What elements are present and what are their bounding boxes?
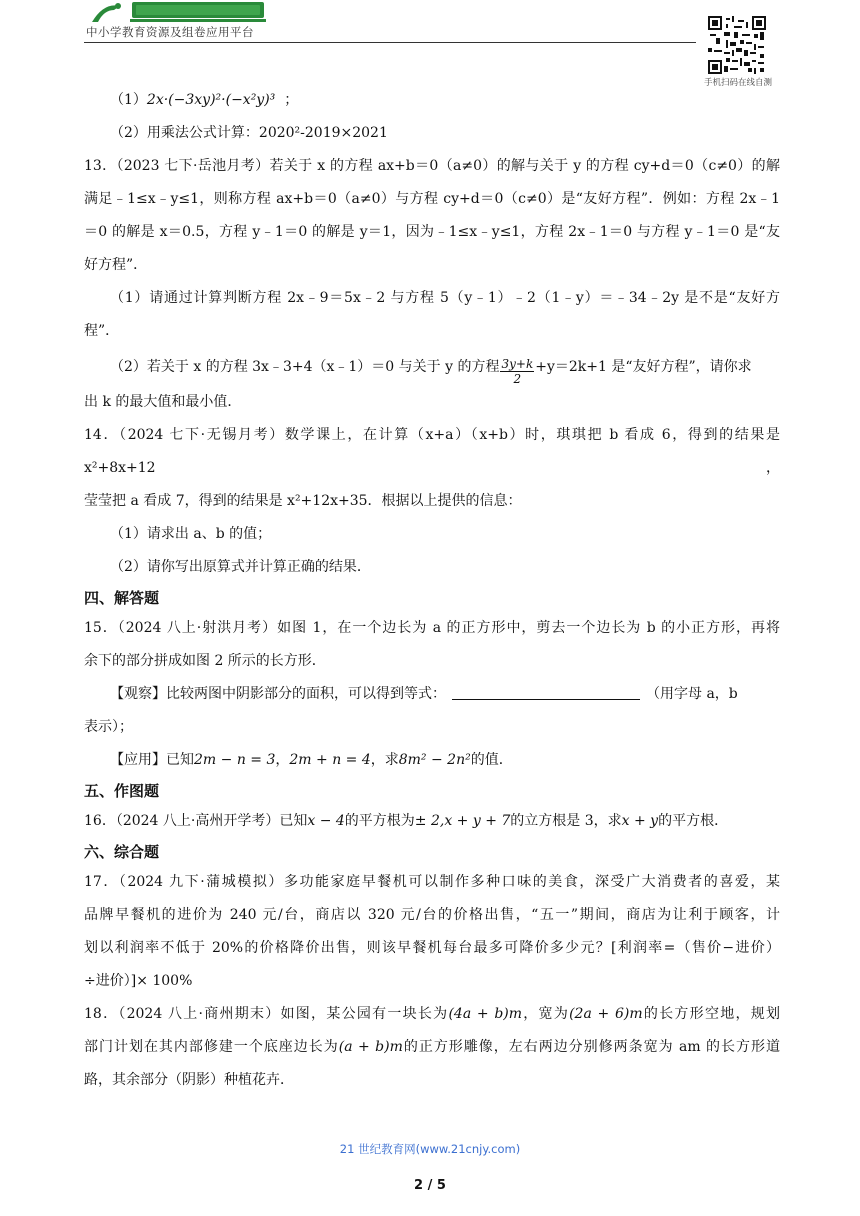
text: （用字母 a，b: [646, 686, 738, 702]
math-expression: ± 2,x + y + 7: [414, 813, 511, 829]
q13-line: 13．（2023 七下·岳池月考）若关于 x 的方程 ax+b＝0（a≠0）的解与关于 y 的方程 cy+d＝0（c≠0）的解: [84, 158, 780, 174]
section-heading: 六、综合题: [84, 843, 160, 861]
q12-part1: [84, 84, 780, 117]
q14-part1: （1）请求出 a、b 的值；: [110, 526, 272, 542]
q13-part1: （1）请通过计算判断方程 2x﹣9＝5x﹣2 与方程 5（y﹣1）﹣2（1﹣y）＝﹣34﹣2y 是不是“友好方: [110, 290, 780, 306]
q16-line: [84, 805, 780, 838]
text: 的平方根．: [658, 813, 729, 829]
q13-line: ＝0 的解是 x＝0.5，方程 y﹣1＝0 的解是 y＝1，因为﹣1≤x﹣y≤1，方程 2x﹣1＝0 与方程 y﹣1＝0 是“友: [84, 224, 780, 240]
math-expression: 2m + n = 4: [289, 752, 371, 768]
math-expression: (4a + b)m: [448, 1006, 523, 1022]
text: （2）若关于 x 的方程 3x﹣3+4（x﹣1）＝0 与关于 y 的方程: [110, 359, 500, 375]
header-rule: [84, 42, 696, 43]
math-expression: x − 4: [307, 813, 345, 829]
q15-observe: [84, 678, 780, 711]
math-expression: 2m − n = 3: [194, 752, 276, 768]
text: 16．（2024 八上·高州开学考）已知: [84, 813, 308, 829]
page-header: [84, 0, 784, 95]
q18-line: 路，其余部分（阴影）种植花卉．: [84, 1072, 294, 1088]
text: 部门计划在其内部修建一个底座边长为: [84, 1039, 339, 1055]
text: ；: [284, 92, 299, 108]
answer-blank[interactable]: [452, 685, 640, 700]
q14-part2: （2）请你写出原算式并计算正确的结果．: [110, 559, 371, 575]
q17-line: 17．（2024 九下·蒲城模拟）多功能家庭早餐机可以制作多种口味的美食，深受广大消费者的喜爱，某: [84, 874, 780, 890]
text: +y＝2k+1 是“友好方程”，请你求: [535, 359, 752, 375]
q13-part2-cont: 出 k 的最大值和最小值．: [84, 394, 242, 410]
q12-part2: （2）用乘法公式计算：2020²-2019×2021: [110, 125, 388, 141]
text: ，求: [370, 752, 399, 768]
q13-part1-cont: 程”．: [84, 323, 120, 339]
q15-line: 余下的部分拼成如图 2 所示的长方形．: [84, 653, 326, 669]
text: ，: [275, 752, 290, 768]
fraction: [500, 357, 534, 386]
math-expression: x + y: [621, 813, 659, 829]
qr-caption: 手机扫码在线自测: [703, 78, 772, 88]
q13-line: 满足﹣1≤x﹣y≤1，则称方程 ax+b＝0（a≠0）与方程 cy+d＝0（c≠0）是“友好方程”．例如：方程 2x﹣1: [84, 191, 780, 207]
math-expression: 8m² − 2n²: [398, 752, 471, 768]
q17-line: ÷进价）]× 100%: [84, 973, 193, 989]
text: 的值．: [470, 752, 513, 768]
text: 的长方形空地，规划: [642, 1006, 781, 1022]
q13-part2: [84, 348, 780, 386]
header-subtitle: 中小学教育资源及组卷应用平台: [86, 25, 254, 39]
text: 的平方根为: [344, 813, 415, 829]
text: 的正方形雕像，左右两边分别修两条宽为 am 的长方形道: [402, 1039, 780, 1055]
footer-site-link[interactable]: 21 世纪教育网(www.21cnjy.com): [339, 1142, 521, 1156]
q17-line: 品牌早餐机的进价为 240 元/台，商店以 320 元/台的价格出售，“五一”期间，商店为让利于顾客，计: [84, 907, 780, 923]
fraction-numerator: 3y+k: [501, 357, 534, 371]
page-number: 2 / 5: [414, 1178, 446, 1193]
math-expression: (2a + 6)m: [569, 1006, 643, 1022]
section-heading: 五、作图题: [84, 782, 160, 800]
q18-line: [84, 1031, 780, 1064]
qr-code-icon: [708, 16, 766, 74]
q13-line: 好方程”．: [84, 257, 148, 273]
q17-line: 划以利润率不低于 20%的价格降价出售，则该早餐机每台最多可降价多少元？[利润率=（售价−进价）: [84, 940, 780, 956]
q15-apply: [84, 744, 780, 777]
logo-icon: [84, 0, 274, 26]
text: 18．（2024 八上·商州期末）如图，某公园有一块长为: [84, 1006, 449, 1022]
text: 【观察】比较两图中阴影部分的面积，可以得到等式：: [110, 686, 446, 702]
q14-line: 莹莹把 a 看成 7，得到的结果是 x²+12x+35．根据以上提供的信息：: [84, 493, 522, 509]
math-expression: 2x·(−3xy)²·(−x²y)³: [146, 92, 276, 108]
text: 的立方根是 3，求: [510, 813, 622, 829]
fraction-denominator: 2: [513, 372, 522, 386]
q18-line: [84, 998, 780, 1031]
q14-line: 14．（2024 七下·无锡月考）数学课上，在计算（x+a）（x+b）时，琪琪把 b 看成 6，得到的结果是 x²+8x+12，: [84, 427, 780, 476]
q15-line: 15．（2024 八上·射洪月考）如图 1，在一个边长为 a 的正方形中，剪去一个边长为 b 的小正方形，再将: [84, 620, 780, 636]
document-body: [84, 84, 780, 1097]
text: 【应用】已知: [110, 752, 194, 768]
text: （1）: [110, 92, 147, 108]
math-expression: (a + b)m: [338, 1039, 403, 1055]
section-heading: 四、解答题: [84, 589, 160, 607]
text: ，宽为: [522, 1006, 570, 1022]
q15-observe-cont: 表示）；: [84, 719, 133, 735]
